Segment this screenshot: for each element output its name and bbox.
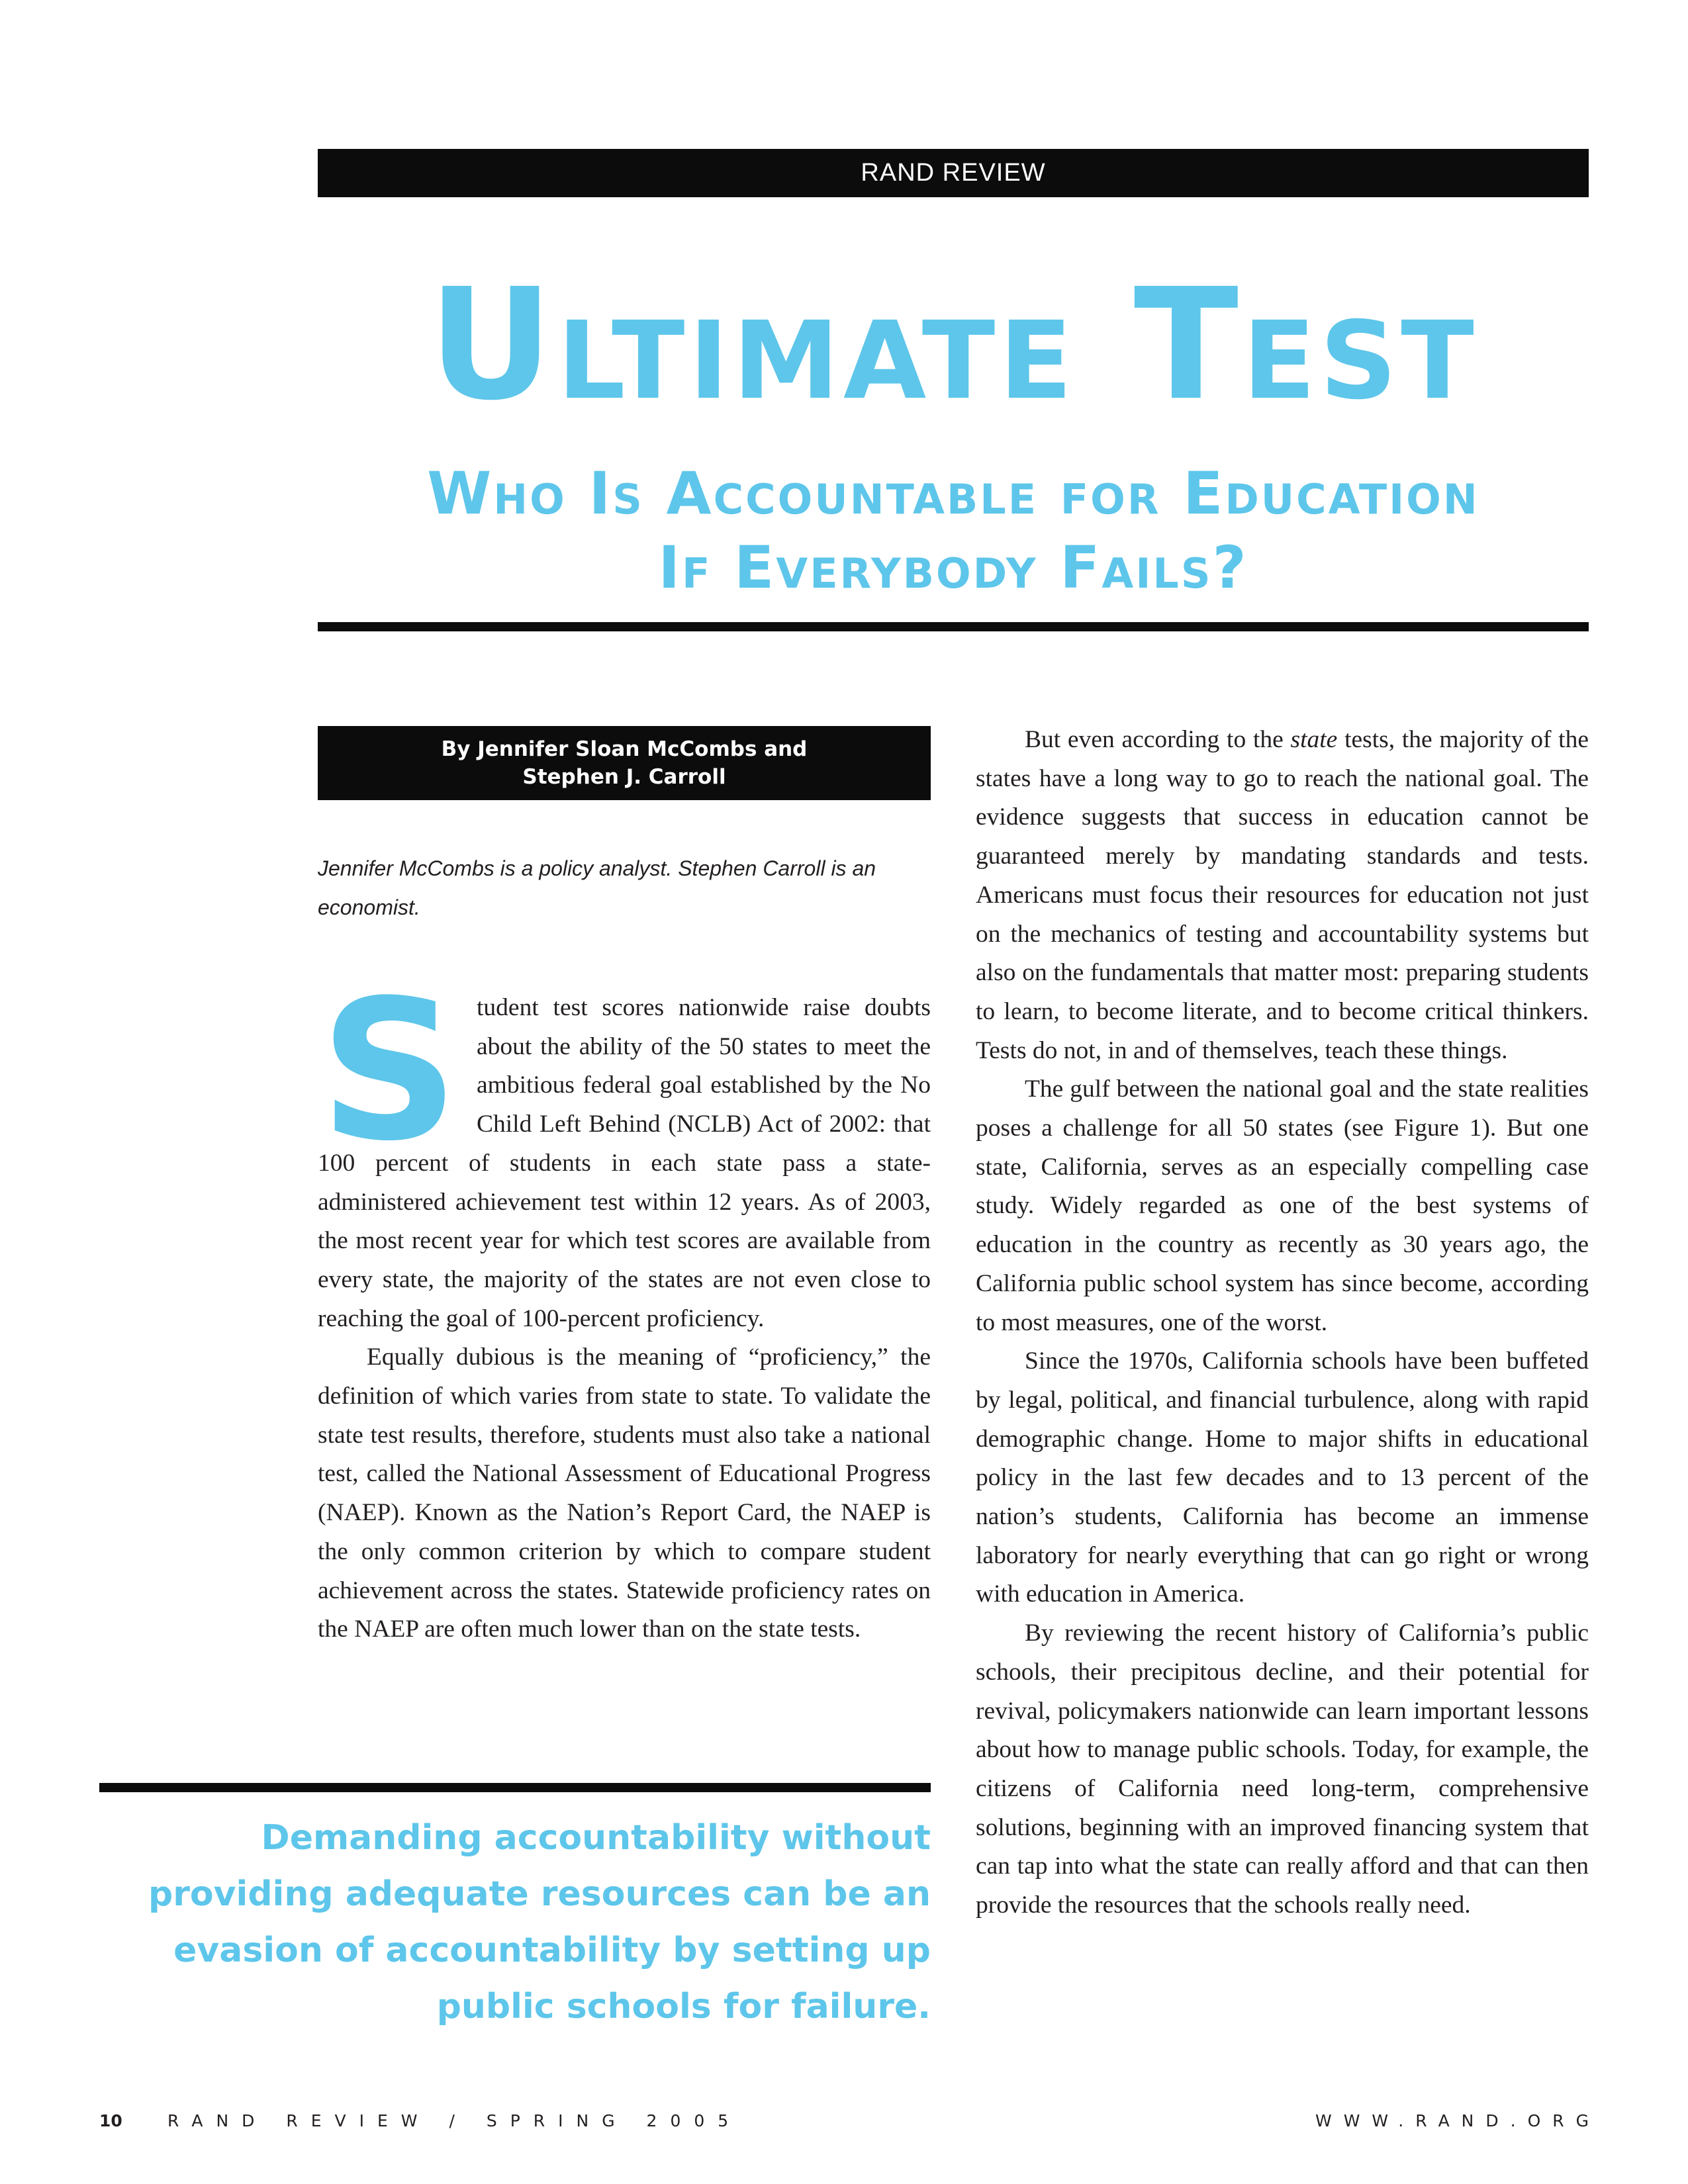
byline-line-1: By Jennifer Sloan McCombs and	[441, 737, 808, 761]
article-title: Ultimate Test	[428, 255, 1478, 434]
footer-url: WWW.RAND.ORG	[1315, 2111, 1601, 2130]
right-paragraph-1-start: But even according to the	[1025, 726, 1291, 753]
right-column	[976, 721, 1589, 1925]
drop-cap: S	[319, 958, 459, 1183]
title-divider	[318, 622, 1589, 631]
pull-quote: Demanding accountability without providing adequate resources can be an evasion of accountability by setting up public schools for failure.	[148, 1818, 931, 2026]
right-paragraph-4: By reviewing the recent history of California’s public schools, their precipitous decline, and their potential for revival, policymakers nationwide can learn important lessons about how to manage public schools. Today, for example, the citizens of California need long-term, comprehensive solutions, beginning with an improved financing system that can tap into what the state can really afford and that can then provide the resources that the schools really need.	[976, 1619, 1589, 1919]
pull-quote-divider	[99, 1783, 931, 1792]
section-header-bar	[318, 149, 1589, 197]
article-subtitle	[311, 457, 1595, 605]
subtitle-line-1: Who Is Accountable for Education	[427, 459, 1479, 527]
right-paragraph-1-rest: tests, the majority of the states have a long way to go to reach the national goal. The evidence suggests that success in education cannot be guaranteed merely by mandating standards and tests. Americans must focus their resources for education not just on the mechanics of testing and accountability systems but also on the fundamentals that matter most: preparing students to learn, to become literate, and to become critical thinkers. Tests do not, in and of themselves, teach these things.	[976, 726, 1589, 1064]
footer-publication: RAND REVIEW / SPRING 2005	[167, 2111, 742, 2130]
byline-line-2: Stephen J. Carroll	[522, 765, 726, 789]
right-paragraph-3: Since the 1970s, California schools have been buffeted by legal, political, and financial turbulence, along with rapid demographic change. Home to major shifts in educational policy in the last few decades and to 13 percent of the nation’s students, California has become an immense laboratory for nearly everything that can go right or wrong with education in America.	[976, 1347, 1589, 1608]
left-paragraph-2: Equally dubious is the meaning of “proficiency,” the definition of which varies from state to state. To validate the state test results, therefore, students must also take a national test, called the National Assessment of Educational Progress (NAEP). Known as the Nation’s Report Card, the NAEP is the only common criterion by which to compare student achievement across the states. Statewide proficiency rates on the NAEP are often much lower than on the state tests.	[318, 1343, 931, 1643]
byline	[318, 726, 931, 800]
right-paragraph-1	[976, 721, 1589, 1070]
page-number: 10	[99, 2111, 122, 2130]
emphasis-state: state	[1290, 726, 1338, 753]
left-paragraph-1: tudent test scores nationwide raise doubts about the ability of the 50 states to meet the ambitious federal goal established by the No Child Left Behind (NCLB) Act of 2002: that 100 percent of students in each state pass a state-administered achievement test within 12 years. As of 2003, the most recent year for which test scores are available from every state, the majority of the states are not even close to reaching the goal of 100-percent proficiency.	[318, 994, 931, 1332]
right-paragraph-2: The gulf between the national goal and the state realities poses a challenge for all 50 states (see Figure 1). But one state, California, serves as an especially compelling case study. Widely regarded as one of the best systems of education in the country as recently as 30 years ago, the California public school system has since become, according to most measures, one of the worst.	[976, 1075, 1589, 1336]
left-column	[318, 958, 931, 1649]
author-bio: Jennifer McCombs is a policy analyst. Stephen Carroll is an economist.	[318, 856, 876, 919]
subtitle-line-2: If Everybody Fails?	[658, 533, 1248, 602]
section-header-label: RAND REVIEW	[861, 159, 1046, 187]
